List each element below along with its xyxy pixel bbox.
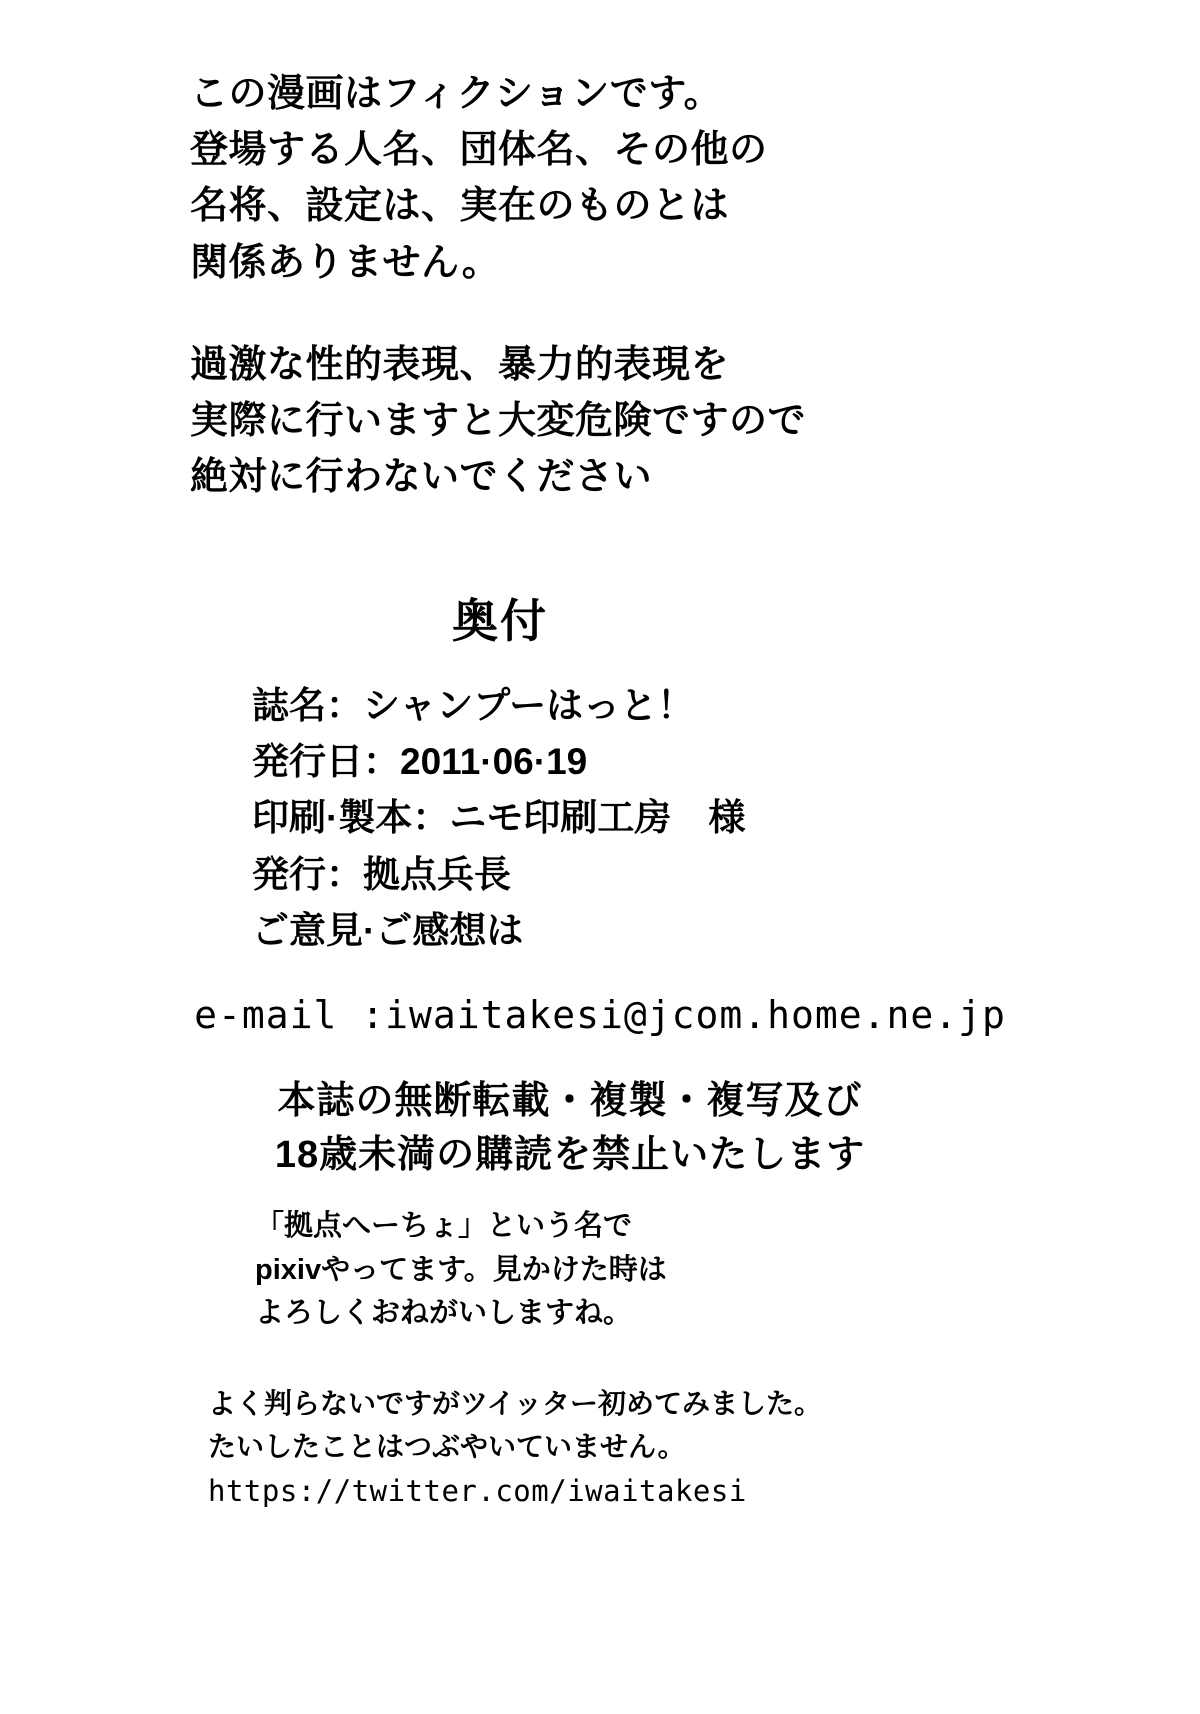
disclaimer-block — [190, 66, 1070, 506]
twitter-note-line-2: たいしたことはつぶやいていません。 — [208, 1431, 686, 1463]
restriction-notice — [0, 1075, 1140, 1183]
colophon-heading: 奥付 — [452, 594, 548, 648]
field-feedback-label: ご意見·ご感想は — [252, 909, 524, 951]
disclaimer-line-4: 関係ありません。 — [190, 241, 501, 284]
pixiv-note-line-3: よろしくおねがいしますね。 — [255, 1297, 633, 1329]
warning-line-2: 実際に行いますと大変危険ですので — [190, 400, 807, 443]
field-title: 誌名：シャンプーはっと！ — [252, 685, 695, 726]
email-address: e-mail :iwaitakesi@jcom.home.ne.jp — [194, 993, 1006, 1037]
colophon-fields — [252, 678, 1012, 959]
twitter-url[interactable]: https://twitter.com/iwaitakesi — [208, 1473, 747, 1508]
twitter-note — [208, 1382, 1028, 1514]
disclaimer-line-3: 名将、設定は、実在のものとは — [190, 185, 730, 228]
disclaimer-line-1: この漫画はフィクションです。 — [190, 73, 723, 115]
pixiv-note — [255, 1205, 955, 1336]
field-publication-date: 発行日：2011·06·19 — [252, 741, 588, 783]
restriction-line-1: 本誌の無断転載・複製・複写及び — [277, 1080, 863, 1122]
field-printer: 印刷·製本：ニモ印刷工房 様 — [252, 797, 746, 839]
disclaimer-spacer — [190, 291, 1070, 337]
restriction-line-2: 18歳未満の購読を禁止いたします — [274, 1133, 866, 1176]
field-publisher: 発行：拠点兵長 — [252, 853, 511, 895]
pixiv-note-line-2: pixivやってます。見かけた時は — [255, 1253, 667, 1286]
twitter-note-line-1: よく判らないですがツイッター初めてみました。 — [208, 1388, 823, 1419]
warning-line-3: 絶対に行わないでください — [190, 456, 653, 499]
disclaimer-line-2: 登場する人名、団体名、その他の — [190, 129, 768, 172]
warning-line-1: 過激な性的表現、暴力的表現を — [190, 343, 730, 386]
pixiv-note-line-1: 「拠点へーちょ」という名で — [255, 1210, 633, 1242]
